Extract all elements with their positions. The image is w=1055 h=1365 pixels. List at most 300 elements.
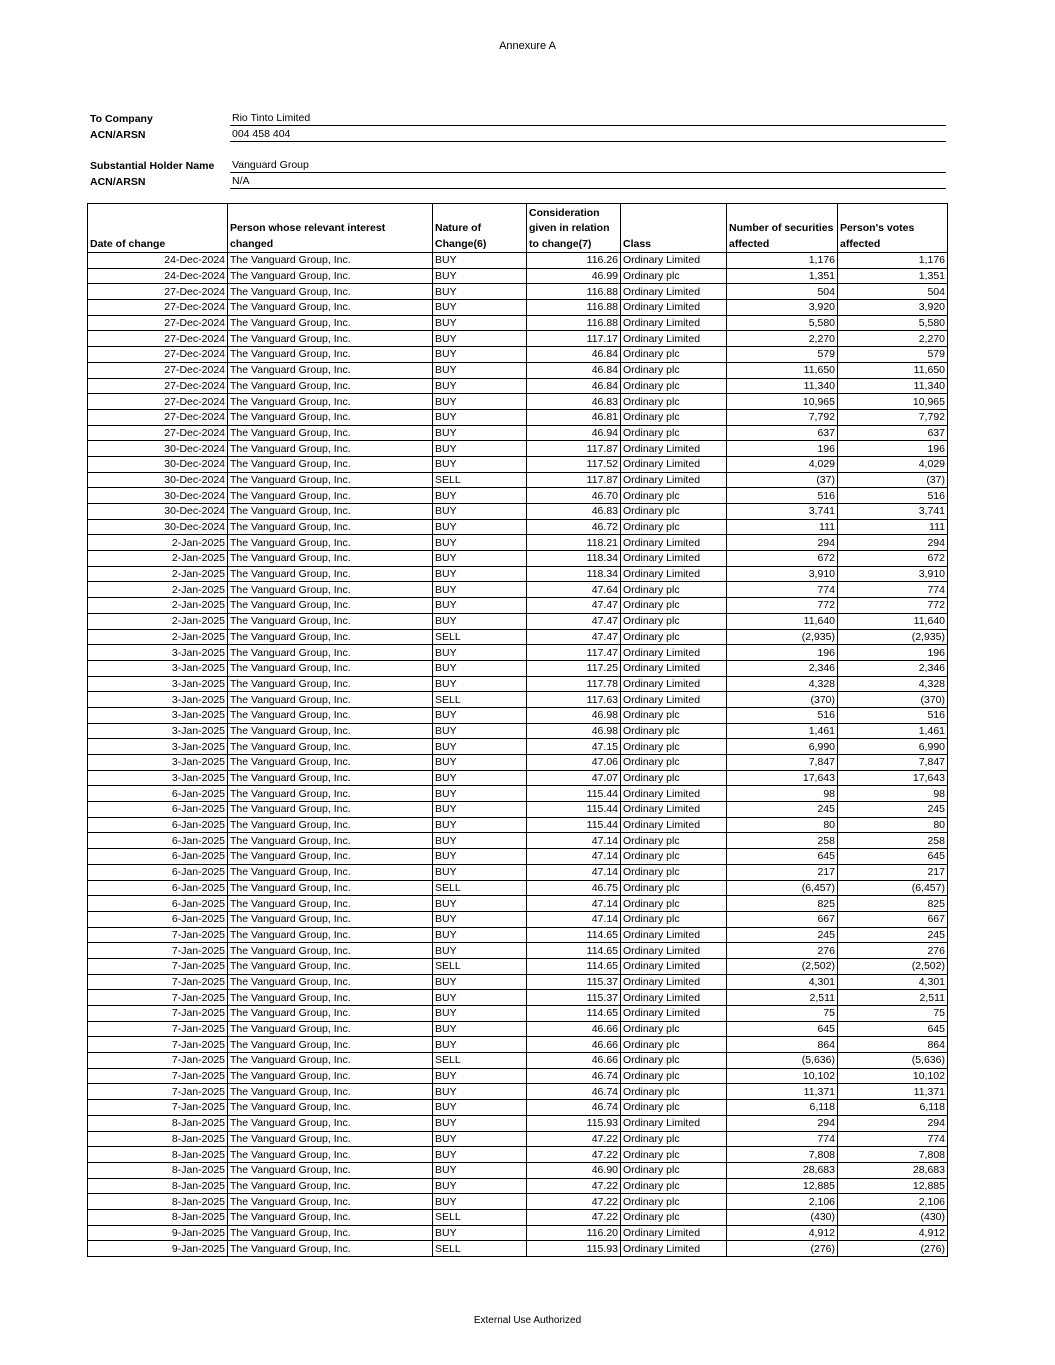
table-row <box>88 1225 948 1241</box>
cell-person: The Vanguard Group, Inc. <box>228 1006 433 1022</box>
cell-nature: BUY <box>433 315 527 331</box>
cell-date: 3-Jan-2025 <box>88 676 228 692</box>
cell-nature: BUY <box>433 268 527 284</box>
cell-class: Ordinary plc <box>621 378 727 394</box>
cell-consideration: 46.75 <box>527 880 621 896</box>
cell-nature: BUY <box>433 755 527 771</box>
cell-class: Ordinary Limited <box>621 943 727 959</box>
cell-securities: (370) <box>727 692 838 708</box>
cell-votes: 1,351 <box>838 268 948 284</box>
cell-date: 7-Jan-2025 <box>88 943 228 959</box>
cell-nature: BUY <box>433 598 527 614</box>
table-row <box>88 1068 948 1084</box>
table-row <box>88 927 948 943</box>
cell-votes: 111 <box>838 519 948 535</box>
cell-class: Ordinary plc <box>621 1178 727 1194</box>
cell-date: 27-Dec-2024 <box>88 347 228 363</box>
cell-nature: BUY <box>433 707 527 723</box>
cell-consideration: 47.06 <box>527 755 621 771</box>
cell-date: 8-Jan-2025 <box>88 1209 228 1225</box>
cell-consideration: 47.14 <box>527 864 621 880</box>
to-company-row <box>88 110 946 126</box>
cell-date: 6-Jan-2025 <box>88 849 228 865</box>
cell-date: 30-Dec-2024 <box>88 488 228 504</box>
table-row <box>88 362 948 378</box>
cell-class: Ordinary Limited <box>621 566 727 582</box>
cell-securities: 516 <box>727 707 838 723</box>
cell-securities: 645 <box>727 849 838 865</box>
cell-class: Ordinary Limited <box>621 817 727 833</box>
table-row <box>88 394 948 410</box>
cell-date: 6-Jan-2025 <box>88 833 228 849</box>
cell-votes: 258 <box>838 833 948 849</box>
cell-class: Ordinary Limited <box>621 1225 727 1241</box>
cell-consideration: 47.14 <box>527 849 621 865</box>
cell-votes: (5,636) <box>838 1053 948 1069</box>
cell-consideration: 47.15 <box>527 739 621 755</box>
cell-nature: BUY <box>433 990 527 1006</box>
cell-nature: BUY <box>433 645 527 661</box>
cell-nature: BUY <box>433 943 527 959</box>
cell-class: Ordinary Limited <box>621 958 727 974</box>
cell-person: The Vanguard Group, Inc. <box>228 268 433 284</box>
cell-person: The Vanguard Group, Inc. <box>228 739 433 755</box>
cell-securities: 7,847 <box>727 755 838 771</box>
cell-securities: 579 <box>727 347 838 363</box>
cell-date: 9-Jan-2025 <box>88 1225 228 1241</box>
cell-votes: (6,457) <box>838 880 948 896</box>
cell-nature: BUY <box>433 817 527 833</box>
cell-person: The Vanguard Group, Inc. <box>228 253 433 269</box>
changes-table <box>87 203 948 1257</box>
table-row <box>88 566 948 582</box>
holder-acn-row <box>88 173 946 189</box>
cell-consideration: 46.74 <box>527 1068 621 1084</box>
cell-date: 3-Jan-2025 <box>88 692 228 708</box>
cell-person: The Vanguard Group, Inc. <box>228 1068 433 1084</box>
cell-nature: BUY <box>433 425 527 441</box>
cell-securities: 516 <box>727 488 838 504</box>
cell-person: The Vanguard Group, Inc. <box>228 456 433 472</box>
table-row <box>88 472 948 488</box>
cell-nature: SELL <box>433 958 527 974</box>
cell-consideration: 46.74 <box>527 1100 621 1116</box>
cell-votes: 516 <box>838 488 948 504</box>
cell-consideration: 115.37 <box>527 990 621 1006</box>
cell-votes: 196 <box>838 645 948 661</box>
table-row <box>88 660 948 676</box>
table-row <box>88 488 948 504</box>
cell-person: The Vanguard Group, Inc. <box>228 786 433 802</box>
cell-securities: 1,176 <box>727 253 838 269</box>
table-row <box>88 755 948 771</box>
cell-nature: BUY <box>433 660 527 676</box>
cell-person: The Vanguard Group, Inc. <box>228 755 433 771</box>
table-row <box>88 833 948 849</box>
cell-nature: BUY <box>433 1068 527 1084</box>
table-row <box>88 519 948 535</box>
cell-date: 7-Jan-2025 <box>88 990 228 1006</box>
cell-consideration: 46.84 <box>527 378 621 394</box>
cell-votes: 667 <box>838 911 948 927</box>
cell-consideration: 47.22 <box>527 1178 621 1194</box>
table-row <box>88 1162 948 1178</box>
table-row <box>88 676 948 692</box>
cell-date: 30-Dec-2024 <box>88 504 228 520</box>
cell-class: Ordinary Limited <box>621 1115 727 1131</box>
cell-nature: BUY <box>433 441 527 457</box>
cell-securities: 3,910 <box>727 566 838 582</box>
cell-securities: 6,118 <box>727 1100 838 1116</box>
cell-date: 30-Dec-2024 <box>88 441 228 457</box>
cell-securities: 2,346 <box>727 660 838 676</box>
table-row <box>88 582 948 598</box>
cell-class: Ordinary plc <box>621 425 727 441</box>
cell-securities: (5,636) <box>727 1053 838 1069</box>
cell-consideration: 46.94 <box>527 425 621 441</box>
cell-nature: BUY <box>433 1084 527 1100</box>
cell-votes: 294 <box>838 1115 948 1131</box>
cell-securities: 774 <box>727 582 838 598</box>
cell-class: Ordinary plc <box>621 504 727 520</box>
cell-date: 24-Dec-2024 <box>88 253 228 269</box>
cell-date: 27-Dec-2024 <box>88 284 228 300</box>
cell-votes: 864 <box>838 1037 948 1053</box>
cell-consideration: 46.83 <box>527 394 621 410</box>
cell-person: The Vanguard Group, Inc. <box>228 519 433 535</box>
table-row <box>88 378 948 394</box>
table-row <box>88 598 948 614</box>
cell-votes: 1,176 <box>838 253 948 269</box>
cell-securities: 5,580 <box>727 315 838 331</box>
cell-person: The Vanguard Group, Inc. <box>228 629 433 645</box>
cell-securities: 75 <box>727 1006 838 1022</box>
cell-votes: 245 <box>838 802 948 818</box>
cell-person: The Vanguard Group, Inc. <box>228 488 433 504</box>
table-row <box>88 551 948 567</box>
cell-class: Ordinary Limited <box>621 331 727 347</box>
cell-date: 6-Jan-2025 <box>88 786 228 802</box>
cell-securities: 245 <box>727 802 838 818</box>
table-row <box>88 1147 948 1163</box>
cell-nature: BUY <box>433 770 527 786</box>
cell-nature: BUY <box>433 739 527 755</box>
cell-consideration: 46.70 <box>527 488 621 504</box>
table-row <box>88 1084 948 1100</box>
cell-nature: BUY <box>433 1147 527 1163</box>
cell-consideration: 115.93 <box>527 1115 621 1131</box>
cell-votes: 3,920 <box>838 300 948 316</box>
holder-name-label: Substantial Holder Name <box>90 160 215 172</box>
cell-class: Ordinary Limited <box>621 660 727 676</box>
cell-class: Ordinary plc <box>621 1037 727 1053</box>
cell-class: Ordinary plc <box>621 849 727 865</box>
cell-class: Ordinary plc <box>621 409 727 425</box>
table-row <box>88 1194 948 1210</box>
cell-securities: 245 <box>727 927 838 943</box>
cell-person: The Vanguard Group, Inc. <box>228 409 433 425</box>
table-row <box>88 786 948 802</box>
cell-votes: 1,461 <box>838 723 948 739</box>
table-row <box>88 990 948 1006</box>
cell-person: The Vanguard Group, Inc. <box>228 943 433 959</box>
table-row <box>88 1037 948 1053</box>
cell-votes: 28,683 <box>838 1162 948 1178</box>
cell-nature: BUY <box>433 331 527 347</box>
holder-acn-value: N/A <box>230 174 946 189</box>
cell-class: Ordinary plc <box>621 864 727 880</box>
cell-securities: 12,885 <box>727 1178 838 1194</box>
cell-securities: 3,741 <box>727 504 838 520</box>
cell-date: 8-Jan-2025 <box>88 1147 228 1163</box>
cell-class: Ordinary plc <box>621 707 727 723</box>
cell-nature: BUY <box>433 566 527 582</box>
cell-person: The Vanguard Group, Inc. <box>228 645 433 661</box>
cell-securities: 11,650 <box>727 362 838 378</box>
cell-votes: 7,847 <box>838 755 948 771</box>
cell-nature: SELL <box>433 1241 527 1257</box>
cell-securities: (2,935) <box>727 629 838 645</box>
cell-person: The Vanguard Group, Inc. <box>228 880 433 896</box>
cell-consideration: 117.47 <box>527 645 621 661</box>
table-row <box>88 253 948 269</box>
cell-class: Ordinary Limited <box>621 472 727 488</box>
cell-securities: 28,683 <box>727 1162 838 1178</box>
cell-class: Ordinary Limited <box>621 456 727 472</box>
cell-date: 6-Jan-2025 <box>88 896 228 912</box>
cell-person: The Vanguard Group, Inc. <box>228 974 433 990</box>
cell-date: 3-Jan-2025 <box>88 707 228 723</box>
table-row <box>88 1241 948 1257</box>
cell-nature: BUY <box>433 535 527 551</box>
cell-person: The Vanguard Group, Inc. <box>228 1053 433 1069</box>
cell-votes: 11,371 <box>838 1084 948 1100</box>
cell-person: The Vanguard Group, Inc. <box>228 1037 433 1053</box>
cell-date: 6-Jan-2025 <box>88 864 228 880</box>
cell-consideration: 47.14 <box>527 896 621 912</box>
cell-class: Ordinary plc <box>621 1194 727 1210</box>
cell-votes: (37) <box>838 472 948 488</box>
cell-securities: 7,808 <box>727 1147 838 1163</box>
cell-votes: 774 <box>838 1131 948 1147</box>
cell-securities: 98 <box>727 786 838 802</box>
cell-votes: 6,990 <box>838 739 948 755</box>
cell-person: The Vanguard Group, Inc. <box>228 378 433 394</box>
table-row <box>88 896 948 912</box>
cell-class: Ordinary plc <box>621 1209 727 1225</box>
cell-class: Ordinary Limited <box>621 645 727 661</box>
cell-class: Ordinary plc <box>621 1100 727 1116</box>
cell-consideration: 46.84 <box>527 347 621 363</box>
cell-consideration: 117.63 <box>527 692 621 708</box>
cell-votes: 4,029 <box>838 456 948 472</box>
cell-class: Ordinary plc <box>621 833 727 849</box>
cell-date: 3-Jan-2025 <box>88 770 228 786</box>
cell-class: Ordinary plc <box>621 755 727 771</box>
cell-person: The Vanguard Group, Inc. <box>228 833 433 849</box>
cell-consideration: 115.37 <box>527 974 621 990</box>
cell-votes: 504 <box>838 284 948 300</box>
cell-date: 27-Dec-2024 <box>88 315 228 331</box>
cell-person: The Vanguard Group, Inc. <box>228 958 433 974</box>
col-nature-header: Nature of Change(6) <box>433 204 527 253</box>
table-row <box>88 739 948 755</box>
company-acn-row <box>88 126 946 142</box>
cell-date: 6-Jan-2025 <box>88 880 228 896</box>
cell-person: The Vanguard Group, Inc. <box>228 1194 433 1210</box>
company-info <box>88 110 946 142</box>
table-row <box>88 315 948 331</box>
cell-votes: 98 <box>838 786 948 802</box>
holder-info <box>88 157 946 189</box>
cell-consideration: 47.47 <box>527 598 621 614</box>
cell-person: The Vanguard Group, Inc. <box>228 676 433 692</box>
cell-votes: 245 <box>838 927 948 943</box>
cell-consideration: 46.72 <box>527 519 621 535</box>
cell-consideration: 116.20 <box>527 1225 621 1241</box>
table-row <box>88 1209 948 1225</box>
cell-votes: 10,965 <box>838 394 948 410</box>
cell-securities: (6,457) <box>727 880 838 896</box>
cell-nature: BUY <box>433 378 527 394</box>
cell-securities: 10,102 <box>727 1068 838 1084</box>
cell-votes: 75 <box>838 1006 948 1022</box>
cell-nature: SELL <box>433 1209 527 1225</box>
footer-text: External Use Authorized <box>473 1315 582 1326</box>
cell-person: The Vanguard Group, Inc. <box>228 1225 433 1241</box>
cell-date: 8-Jan-2025 <box>88 1131 228 1147</box>
cell-date: 27-Dec-2024 <box>88 362 228 378</box>
table-row <box>88 331 948 347</box>
cell-person: The Vanguard Group, Inc. <box>228 802 433 818</box>
cell-date: 7-Jan-2025 <box>88 1021 228 1037</box>
cell-date: 7-Jan-2025 <box>88 1100 228 1116</box>
cell-person: The Vanguard Group, Inc. <box>228 660 433 676</box>
cell-person: The Vanguard Group, Inc. <box>228 613 433 629</box>
cell-person: The Vanguard Group, Inc. <box>228 425 433 441</box>
cell-nature: BUY <box>433 1037 527 1053</box>
cell-nature: BUY <box>433 786 527 802</box>
cell-consideration: 117.87 <box>527 441 621 457</box>
cell-date: 3-Jan-2025 <box>88 739 228 755</box>
cell-date: 2-Jan-2025 <box>88 598 228 614</box>
cell-person: The Vanguard Group, Inc. <box>228 1162 433 1178</box>
cell-securities: 3,920 <box>727 300 838 316</box>
cell-class: Ordinary Limited <box>621 676 727 692</box>
cell-votes: 6,118 <box>838 1100 948 1116</box>
cell-securities: 4,301 <box>727 974 838 990</box>
cell-class: Ordinary plc <box>621 394 727 410</box>
table-row <box>88 880 948 896</box>
cell-votes: 637 <box>838 425 948 441</box>
cell-date: 2-Jan-2025 <box>88 613 228 629</box>
table-row <box>88 849 948 865</box>
cell-votes: 80 <box>838 817 948 833</box>
cell-class: Ordinary Limited <box>621 927 727 943</box>
cell-consideration: 117.87 <box>527 472 621 488</box>
cell-nature: BUY <box>433 896 527 912</box>
cell-class: Ordinary plc <box>621 598 727 614</box>
col-securities-header: Number of securities affected <box>727 204 838 253</box>
cell-class: Ordinary Limited <box>621 284 727 300</box>
cell-class: Ordinary plc <box>621 629 727 645</box>
table-row <box>88 943 948 959</box>
cell-votes: 7,792 <box>838 409 948 425</box>
cell-consideration: 115.93 <box>527 1241 621 1257</box>
cell-nature: SELL <box>433 1053 527 1069</box>
cell-nature: BUY <box>433 409 527 425</box>
cell-class: Ordinary Limited <box>621 300 727 316</box>
cell-date: 7-Jan-2025 <box>88 958 228 974</box>
cell-consideration: 46.66 <box>527 1021 621 1037</box>
cell-votes: 10,102 <box>838 1068 948 1084</box>
table-row <box>88 347 948 363</box>
cell-securities: 294 <box>727 1115 838 1131</box>
cell-consideration: 46.66 <box>527 1053 621 1069</box>
cell-nature: BUY <box>433 1225 527 1241</box>
cell-votes: 2,270 <box>838 331 948 347</box>
cell-votes: 579 <box>838 347 948 363</box>
cell-nature: BUY <box>433 1194 527 1210</box>
cell-consideration: 117.17 <box>527 331 621 347</box>
cell-date: 7-Jan-2025 <box>88 1068 228 1084</box>
cell-nature: BUY <box>433 504 527 520</box>
cell-person: The Vanguard Group, Inc. <box>228 551 433 567</box>
table-row <box>88 974 948 990</box>
cell-person: The Vanguard Group, Inc. <box>228 1147 433 1163</box>
cell-consideration: 46.90 <box>527 1162 621 1178</box>
cell-person: The Vanguard Group, Inc. <box>228 315 433 331</box>
cell-date: 27-Dec-2024 <box>88 378 228 394</box>
table-row <box>88 645 948 661</box>
cell-votes: 774 <box>838 582 948 598</box>
cell-consideration: 116.88 <box>527 284 621 300</box>
cell-class: Ordinary plc <box>621 347 727 363</box>
cell-nature: SELL <box>433 692 527 708</box>
cell-votes: (276) <box>838 1241 948 1257</box>
cell-votes: 217 <box>838 864 948 880</box>
cell-votes: 825 <box>838 896 948 912</box>
cell-nature: BUY <box>433 1021 527 1037</box>
cell-securities: 258 <box>727 833 838 849</box>
cell-securities: 10,965 <box>727 394 838 410</box>
cell-consideration: 115.44 <box>527 802 621 818</box>
cell-consideration: 118.21 <box>527 535 621 551</box>
cell-person: The Vanguard Group, Inc. <box>228 990 433 1006</box>
cell-votes: 294 <box>838 535 948 551</box>
cell-date: 30-Dec-2024 <box>88 519 228 535</box>
cell-date: 6-Jan-2025 <box>88 802 228 818</box>
cell-person: The Vanguard Group, Inc. <box>228 472 433 488</box>
cell-votes: (430) <box>838 1209 948 1225</box>
cell-date: 7-Jan-2025 <box>88 1006 228 1022</box>
cell-consideration: 46.98 <box>527 707 621 723</box>
cell-date: 27-Dec-2024 <box>88 394 228 410</box>
cell-date: 3-Jan-2025 <box>88 723 228 739</box>
cell-nature: BUY <box>433 974 527 990</box>
cell-votes: 645 <box>838 1021 948 1037</box>
cell-securities: 504 <box>727 284 838 300</box>
cell-nature: BUY <box>433 1162 527 1178</box>
cell-date: 9-Jan-2025 <box>88 1241 228 1257</box>
cell-person: The Vanguard Group, Inc. <box>228 770 433 786</box>
cell-securities: 2,106 <box>727 1194 838 1210</box>
cell-nature: BUY <box>433 864 527 880</box>
holder-name-value: Vanguard Group <box>230 158 946 173</box>
cell-securities: 17,643 <box>727 770 838 786</box>
cell-consideration: 47.22 <box>527 1194 621 1210</box>
cell-nature: BUY <box>433 833 527 849</box>
